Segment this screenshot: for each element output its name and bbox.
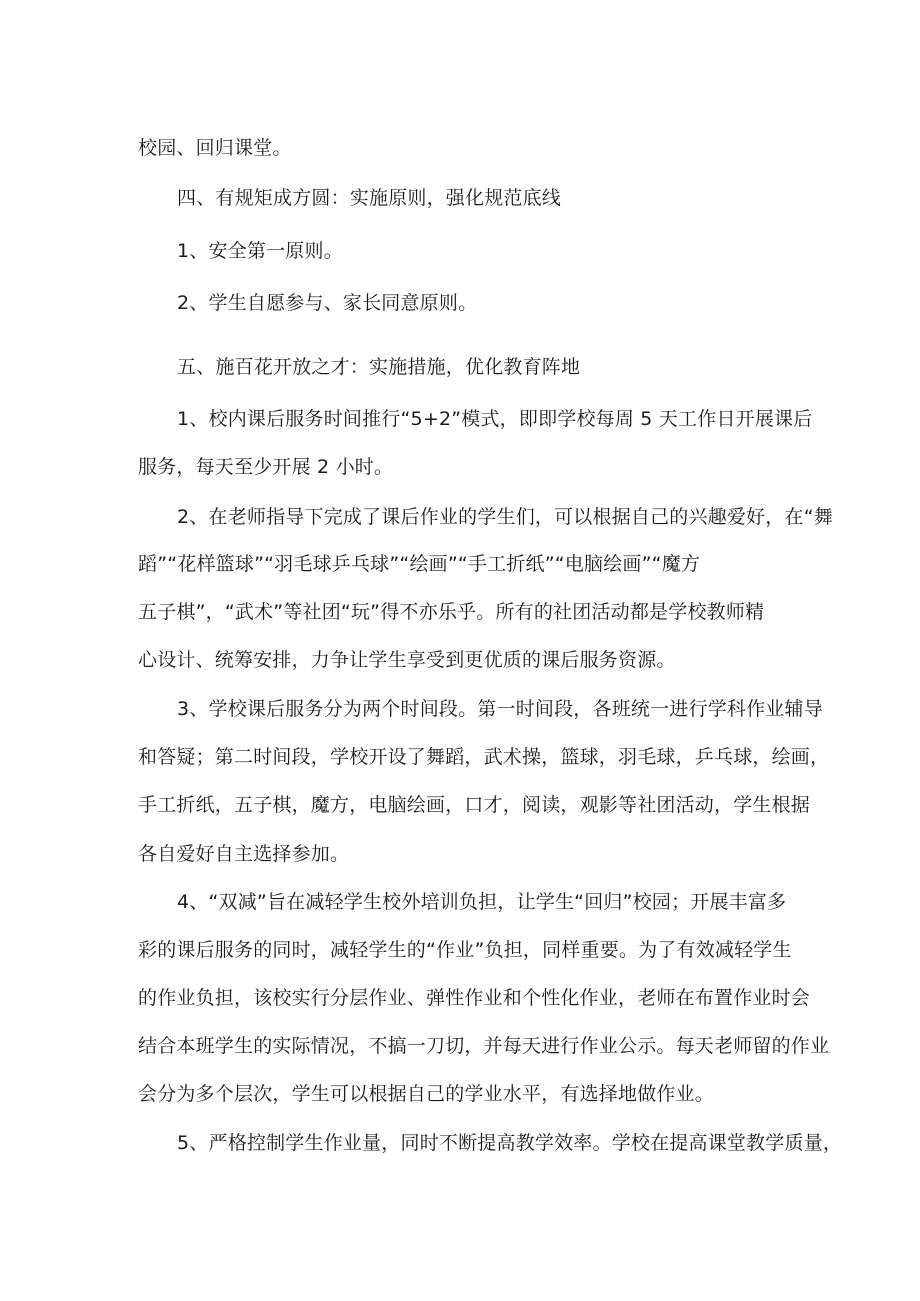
paragraph-line: 和答疑；第二时间段，学校开设了舞蹈，武术操，篮球，羽毛球，乒乓球，绘画， xyxy=(138,746,830,768)
paragraph-line: 校园、回归课堂。 xyxy=(138,137,292,159)
paragraph-line: 1、校内课后服务时间推行“5+2”模式，即即学校每周 5 天工作日开展课后 xyxy=(177,408,813,430)
paragraph-line: 会分为多个层次，学生可以根据自己的学业水平，有选择地做作业。 xyxy=(138,1083,715,1105)
paragraph-line: 1、安全第一原则。 xyxy=(177,240,343,262)
paragraph-line: 彩的课后服务的同时，减轻学生的“作业”负担，同样重要。为了有效减轻学生 xyxy=(138,939,792,961)
paragraph-line: 蹈”“花样篮球”“羽毛球乒乓球”“绘画”“手工折纸”“电脑绘画”“魔方 xyxy=(138,553,701,575)
section-heading: 四、有规矩成方圆：实施原则，强化规范底线 xyxy=(177,187,562,209)
section-heading: 五、施百花开放之才：实施措施，优化教育阵地 xyxy=(177,356,581,378)
paragraph-line: 3、学校课后服务分为两个时间段。第一时间段，各班统一进行学科作业辅导 xyxy=(177,698,823,720)
paragraph-line: 服务，每天至少开展 2 小时。 xyxy=(138,456,394,478)
paragraph-line: 五子棋”，“武术”等社团“玩”得不亦乐乎。所有的社团活动都是学校教师精 xyxy=(138,601,765,623)
paragraph-line: 手工折纸，五子棋，魔方，电脑绘画，口才，阅读，观影等社团活动，学生根据 xyxy=(138,794,811,816)
paragraph-line: 结合本班学生的实际情况，不搞一刀切，并每天进行作业公示。每天老师留的作业 xyxy=(138,1035,830,1057)
paragraph-line: 4、“双减”旨在减轻学生校外培训负担，让学生“回归”校园；开展丰富多 xyxy=(177,891,787,913)
paragraph-line: 心设计、统筹安排，力争让学生享受到更优质的课后服务资源。 xyxy=(138,649,676,671)
paragraph-line: 5、严格控制学生作业量，同时不断提高教学效率。学校在提高课堂教学质量， xyxy=(177,1132,843,1154)
paragraph-line: 2、学生自愿参与、家长同意原则。 xyxy=(177,292,478,314)
paragraph-line: 2、在老师指导下完成了课后作业的学生们，可以根据自己的兴趣爱好，在“舞 xyxy=(177,506,833,528)
paragraph-line: 的作业负担，该校实行分层作业、弹性作业和个性化作业，老师在布置作业时会 xyxy=(138,987,811,1009)
paragraph-line: 各自爱好自主选择参加。 xyxy=(138,843,350,865)
